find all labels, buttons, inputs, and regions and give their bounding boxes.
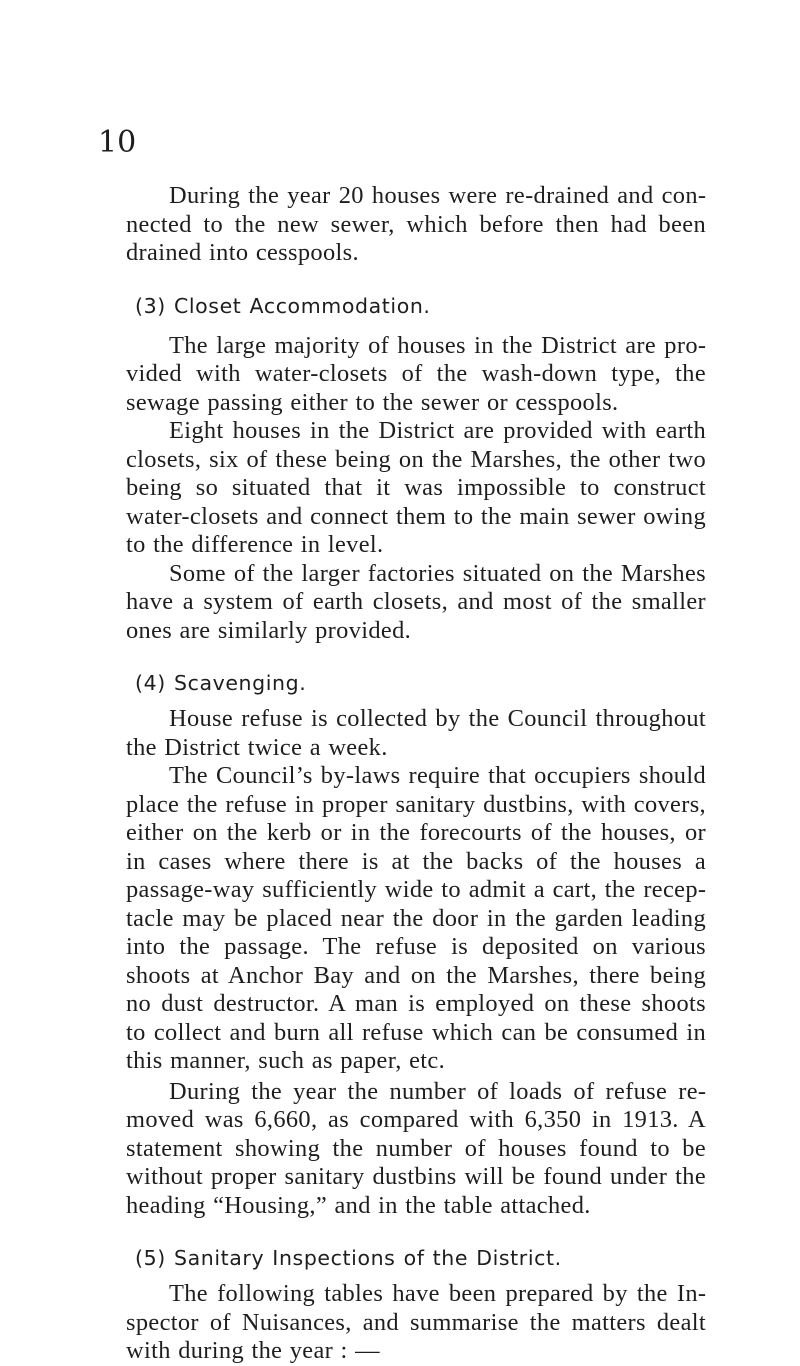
page-number: 10 bbox=[98, 125, 137, 160]
heading-closet-accommodation: (3) Closet Accommodation. bbox=[135, 293, 431, 318]
paragraph-tables-note: The following tables have been prepared by the Inspector of Nuisances, and summarise the matters dealt with during the year : — bbox=[126, 1280, 706, 1364]
paragraph-factories: Some of the larger factories situated on the Marshes have a system of earth closets, and most of the smaller ones are similarly provided. bbox=[126, 559, 706, 644]
paragraph-water-closets: The large majority of houses in the District are provided with water-closets of the wash-down type, the sewage passing either to the sewer or cesspools. bbox=[126, 331, 706, 416]
heading-sanitary-inspections: (5) Sanitary Inspections of the District. bbox=[135, 1246, 562, 1270]
paragraph-loads-removed: During the year the number of loads of refuse removed was 6,660, as compared with 6,350 in 1913. A statement showing the number of houses found to be without proper sanitary dustbins will be found under the heading “Housing,” and in the table attached. bbox=[126, 1077, 706, 1219]
paragraph-refuse-collection: House refuse is collected by the Council throughout the District twice a week. bbox=[126, 705, 706, 761]
paragraph-earth-closets: Eight houses in the District are provided with earth closets, six of these being on the Marshes, the other two being so situated that it was impossible to construct water-closets and connect them to the main sewer owing to the difference in level. bbox=[126, 417, 706, 558]
document-body bbox=[126, 182, 706, 1366]
paragraph-bylaws: The Council’s by-laws require that occupiers should place the refuse in proper sanitary dustbins, with covers, either on the kerb or in the forecourts of the houses, or in cases where there is at the backs of the houses a passage-way sufficiently wide to admit a cart, the receptacle may be placed near the door in the garden leading into the passage. The refuse is deposited on various shoots at Anchor Bay and on the Marshes, there being no dust destructor. A man is employed on these shoots to collect and burn all refuse which can be consumed in this manner, such as paper, etc. bbox=[126, 762, 706, 1074]
paragraph-drainage: During the year 20 houses were re-drained and connected to the new sewer, which before then had been drained into cesspools. bbox=[126, 182, 706, 266]
heading-scavenging: (4) Scavenging. bbox=[135, 671, 307, 695]
